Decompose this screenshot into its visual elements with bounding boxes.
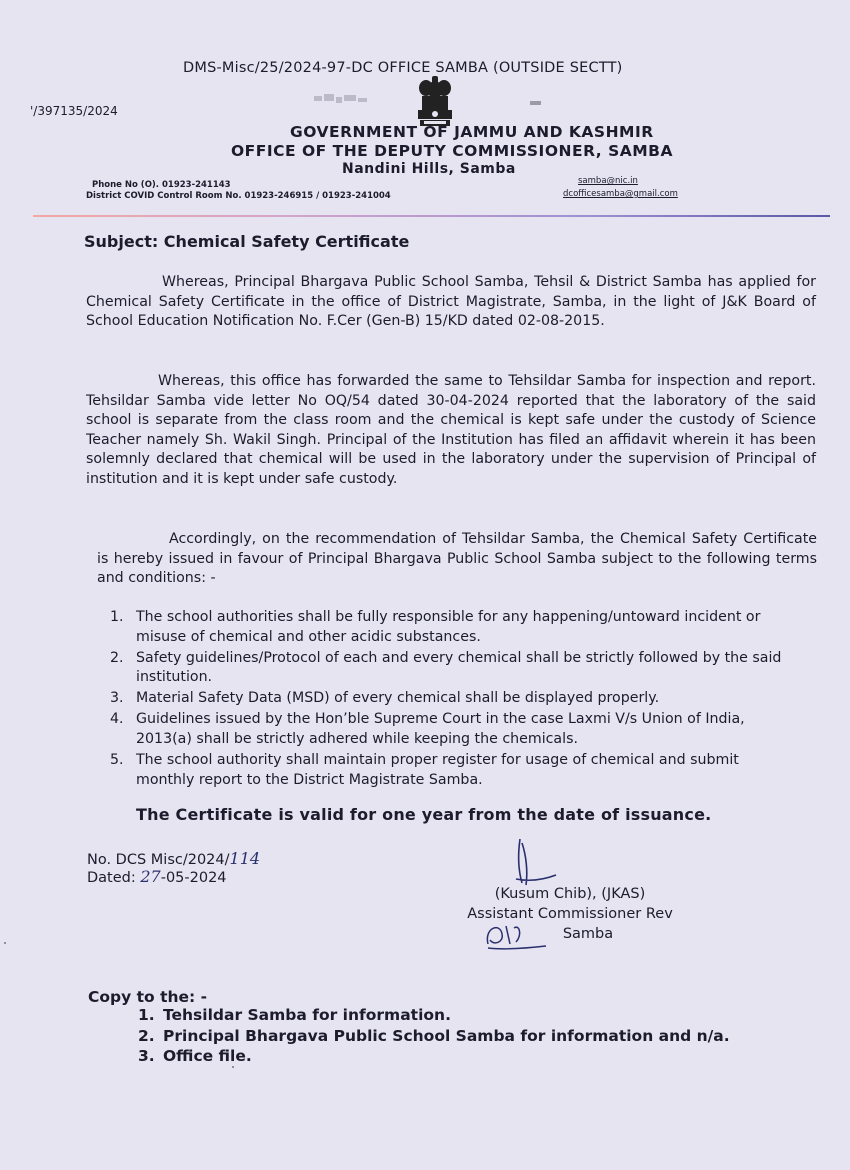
signatory-name: (Kusum Chib), (JKAS): [494, 886, 646, 902]
subject-line: Subject: Chemical Safety Certificate: [84, 232, 410, 251]
covid-control-phone: District COVID Control Room No. 01923-246915 / 01923-241004: [86, 191, 391, 201]
scan-speck: [232, 1066, 234, 1068]
file-reference: '/397135/2024: [30, 104, 118, 118]
validity-statement: The Certificate is valid for one year from the date of issuance.: [136, 805, 712, 824]
office-phone: Phone No (O). 01923-241143: [92, 180, 231, 190]
initials-mark: [480, 918, 550, 952]
list-item: 3. Office file.: [138, 1047, 252, 1065]
org-address: Nandini Hills, Samba: [342, 161, 516, 177]
order-date: Dated: 27-05-2024: [87, 867, 227, 886]
list-item: 1. Tehsildar Samba for information.: [138, 1006, 451, 1024]
list-item: 4. Guidelines issued by the Hon’ble Supreme Court in the case Laxmi V/s Union of India, 2013(a) shall be strictly adhered while keeping the chemicals.: [110, 711, 745, 748]
national-emblem-icon: [412, 74, 458, 128]
org-title-government: GOVERNMENT OF JAMMU AND KASHMIR: [290, 123, 654, 141]
copy-to-list: [138, 1005, 730, 1067]
ink-speck: [528, 100, 544, 106]
ink-smudge: [312, 92, 370, 106]
signatory-designation: Assistant Commissioner Rev: [467, 906, 673, 922]
copy-to-heading: Copy to the: -: [88, 988, 208, 1006]
list-item: 2. Principal Bhargava Public School Samba for information and n/a.: [138, 1026, 730, 1045]
paragraph-application: Whereas, Principal Bhargava Public School Samba, Tehsil & District Samba has applied for Chemical Safety Certificate in the office of District Magistrate, Samba, in the light of J&K Board of School Education Notification No. F.Cer (Gen-B) 15/KD dated 02-08-2015.: [86, 274, 816, 329]
header-divider: [33, 215, 830, 217]
diary-stamp-line: DMS-Misc/25/2024-97-DC OFFICE SAMBA (OUTSIDE SECTT): [183, 60, 623, 76]
email-link-gmail[interactable]: dcofficesamba@gmail.com: [563, 189, 678, 199]
list-item: 2. Safety guidelines/Protocol of each and every chemical shall be strictly followed by the said institution.: [110, 649, 782, 686]
paragraph-issuance: Accordingly, on the recommendation of Tehsildar Samba, the Chemical Safety Certificate is hereby issued in favour of Principal Bhargava Public School Samba subject to the following terms and conditions: -: [97, 531, 817, 586]
order-number: No. DCS Misc/2024/114: [87, 849, 261, 868]
paragraph-inspection: Whereas, this office has forwarded the same to Tehsildar Samba for inspection and report. Tehsildar Samba vide letter No OQ/54 dated 30-04-2024 reported that the laboratory of the said school is separate from the class room and the chemical is kept safe under the custody of Science Teacher namely Sh. Wakil Singh. Principal of the Institution has filed an affidavit wherein it has been solemnly declared that chemical will be used in the laboratory under the supervision of Principal of institution and it is kept under safe custody.: [86, 373, 816, 487]
scan-speck: [4, 942, 6, 944]
email-link-nic[interactable]: samba@nic.in: [578, 176, 638, 186]
list-item: 5. The school authority shall maintain proper register for usage of chemical and submit monthly report to the District Magistrate Samba.: [110, 752, 739, 788]
list-item: 3. Material Safety Data (MSD) of every chemical shall be displayed properly.: [110, 690, 660, 707]
list-item: 1. The school authorities shall be fully responsible for any happening/untoward incident or misuse of chemical and other acidic substances.: [110, 609, 761, 645]
signatory-place: Samba: [562, 926, 614, 942]
handwritten-number: 114: [229, 849, 261, 868]
handwritten-day: 27: [140, 867, 161, 886]
org-title-office: OFFICE OF THE DEPUTY COMMISSIONER, SAMBA: [231, 142, 673, 160]
terms-list: [110, 608, 790, 792]
